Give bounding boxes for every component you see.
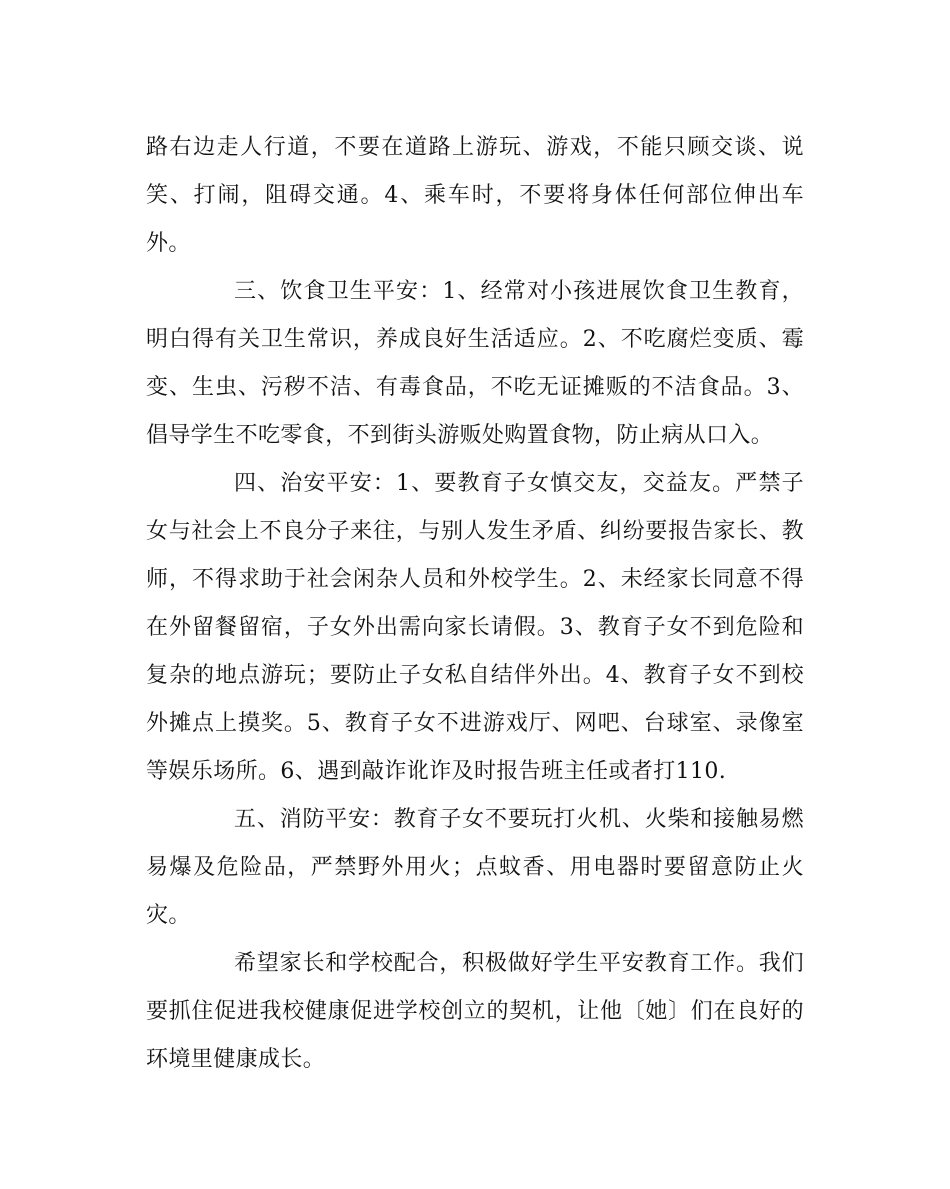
paragraph-fire-safety: 五、消防平安：教育子女不要玩打火机、火柴和接触易燃易爆及危险品，严禁野外用火；点蚊香、用电器时要留意防止火灾。: [146, 807, 804, 928]
paragraph-food-safety: 三、饮食卫生平安：1、经常对小孩进展饮食卫生教育，明白得有关卫生常识，养成良好生活适应。2、不吃腐烂变质、霉变、生虫、污秽不洁、有毒食品，不吃无证摊贩的不洁食品。3、倡导学生不吃零食，不到街头游贩处购置食物，防止病从口入。: [146, 279, 804, 448]
paragraph-closing: 希望家长和学校配合，积极做好学生平安教育工作。我们要抓住促进我校健康促进学校创立的契机，让他〔她〕们在良好的环境里健康成长。: [146, 951, 804, 1072]
document-body: [146, 124, 804, 1084]
paragraph-public-security: 四、治安平安：1、要教育子女慎交友，交益友。严禁子女与社会上不良分子来往，与别人发生矛盾、纠纷要报告家长、教师，不得求助于社会闲杂人员和外校学生。2、未经家长同意不得在外留餐留宿，子女外出需向家长请假。3、教育子女不到危险和复杂的地点游玩；要防止子女私自结伴外出。4、教育子女不到校外摊点上摸奖。5、教育子女不进游戏厅、网吧、台球室、录像室等娱乐场所。6、遇到敲诈讹诈及时报告班主任或者打110.: [146, 471, 804, 784]
paragraph-traffic-continued: 路右边走人行道，不要在道路上游玩、游戏，不能只顾交谈、说笑、打闹，阻碍交通。4、乘车时，不要将身体任何部位伸出车外。: [146, 135, 804, 256]
